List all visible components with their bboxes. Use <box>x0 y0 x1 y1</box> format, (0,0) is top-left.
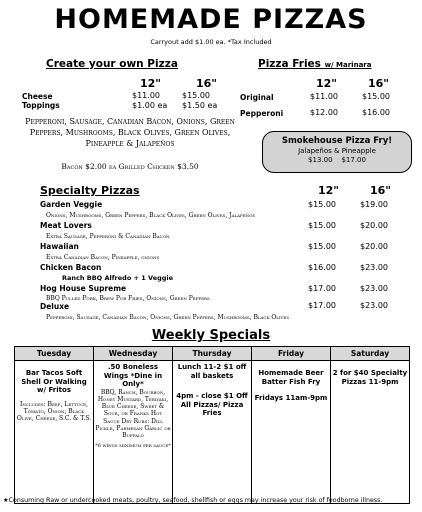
day-tuesday: Tuesday <box>15 347 94 361</box>
specialty-desc: Extra Canadian Bacon, Pineapple, onions <box>46 254 160 261</box>
specialty-12: $17.00 <box>308 301 336 310</box>
fries-heading-text: Pizza Fries <box>258 58 321 70</box>
fries-heading <box>258 58 371 70</box>
saturday-cell <box>331 361 410 504</box>
create-size-16: 16" <box>196 77 218 90</box>
cheese-label: Cheese <box>22 92 53 101</box>
specialty-heading: Specialty Pizzas <box>40 184 140 197</box>
smokehouse-16: $17.00 <box>341 156 366 164</box>
smokehouse-sub: Jalapeños & Pineapple <box>298 147 376 155</box>
specialty-name: Garden Veggie <box>40 200 103 209</box>
wednesday-special: .50 Boneless Wings *Dine in Only* <box>103 363 163 388</box>
specialty-16: $20.00 <box>360 242 388 251</box>
friday-cell <box>252 361 331 504</box>
specialty-desc: Ranch BBQ Alfredo + 1 Veggie <box>62 274 174 282</box>
cheese-12: $11.00 <box>132 91 160 100</box>
specialty-12: $16.00 <box>308 263 336 272</box>
fries-pepperoni-16: $16.00 <box>362 108 390 117</box>
toppings-list: Pepperoni, Sausage, Canadian Bacon, Onions, Green Peppers, Mushrooms, Black Olives, Green Olives, Pineapple & Jalapeños <box>25 117 235 148</box>
toppings-16: $1.50 ea <box>182 101 218 110</box>
friday-hours: Fridays 11am-9pm <box>254 394 328 402</box>
specialty-16: $20.00 <box>360 221 388 230</box>
specialty-desc: Onions, Mushrooms, Green Peppers, Black Olives, Green Olives, Jalapeños <box>46 212 256 219</box>
tuesday-cell <box>15 361 94 504</box>
specialty-name: Chicken Bacon <box>40 263 102 272</box>
specialty-12: $17.00 <box>308 284 336 293</box>
create-heading: Create your own Pizza <box>46 58 178 70</box>
specialty-12: $15.00 <box>308 242 336 251</box>
specialty-16: $23.00 <box>360 284 388 293</box>
specialty-desc: Pepperoni, Sausage, Canadian Bacon, Onions, Green Peppers, Mushrooms, Black Olives <box>46 314 290 321</box>
specialty-desc: Extra Sausage, Pepperoni & Canadian Bacon <box>46 233 170 240</box>
day-friday: Friday <box>252 347 331 361</box>
wednesday-note: *6 wings minimum per sauce* <box>95 442 171 449</box>
specialty-12: $15.00 <box>308 200 336 209</box>
fries-pepperoni-12: $12.00 <box>310 108 338 117</box>
specialty-size-12: 12" <box>318 184 340 197</box>
day-saturday: Saturday <box>331 347 410 361</box>
saturday-special: 2 for $40 Specialty Pizzas 11-9pm <box>332 369 408 386</box>
friday-fish-fry: Homemade Beer Batter Fish Fry <box>258 369 324 386</box>
extras-text: Bacon $2.00 ea Grilled Chicken $3.50 <box>61 162 199 171</box>
fries-original-label: Original <box>240 93 274 102</box>
toppings-12: $1.00 ea <box>132 101 168 110</box>
day-wednesday: Wednesday <box>94 347 173 361</box>
smokehouse-12: $13.00 <box>308 156 333 164</box>
create-size-12: 12" <box>140 77 162 90</box>
specialty-size-16: 16" <box>370 184 392 197</box>
fries-heading-suffix: w/ Marinara <box>324 61 372 69</box>
wednesday-cell <box>94 361 173 504</box>
fries-size-16: 16" <box>368 77 390 90</box>
cheese-16: $15.00 <box>182 91 210 100</box>
tuesday-includes: Includes: Beef, Lettuce, Tomato, Onion, Black Olive, Cheese, S.C. & T.S. <box>16 400 92 423</box>
specialty-16: $23.00 <box>360 301 388 310</box>
specialty-name: Hawaiian <box>40 242 79 251</box>
smokehouse-title: Smokehouse Pizza Fry! <box>281 136 393 146</box>
smokehouse-box <box>262 131 412 173</box>
specialty-16: $19.00 <box>360 200 388 209</box>
fries-pepperoni-label: Pepperoni <box>240 109 284 118</box>
tuesday-special: Bar Tacos Soft Shell Or Walking w/ Fritos <box>21 369 87 394</box>
wednesday-sauces: BBQ, Ranch, Bourbon, Honey Mustard, Teriyaki, Blue Cheese, Sweet & Sour, or Franks Hot Sauce Dry Rubs: Dill Pickle, Parmesan Garlic or Buffalo <box>95 388 171 440</box>
specialty-12: $15.00 <box>308 221 336 230</box>
thursday-lunch: Lunch 11-2 $1 off all baskets <box>177 363 247 380</box>
specialty-name: Meat Lovers <box>40 221 92 230</box>
smokehouse-prices <box>263 156 411 164</box>
toppings-label: Toppings <box>22 101 60 110</box>
specialty-desc: BBQ Pulled Pork, Brew Pub Fries, Onions, Green Peppers <box>46 295 210 302</box>
specialty-16: $23.00 <box>360 263 388 272</box>
day-thursday: Thursday <box>173 347 252 361</box>
specialty-name: Deluxe <box>40 302 70 311</box>
specialty-name: Hog House Supreme <box>40 284 127 293</box>
thursday-evening: 4pm - close $1 Off All Pizzas/ Pizza Fries <box>176 392 248 417</box>
footer-disclaimer: ★Consuming Raw or undercooked meats, poultry, seafood, shellfish or eggs may increase your risk of foodborne illness. <box>3 497 383 504</box>
page-title: HOMEMADE PIZZAS <box>54 4 368 35</box>
thursday-cell <box>173 361 252 504</box>
weekly-heading: Weekly Specials <box>151 328 271 343</box>
fries-size-12: 12" <box>316 77 338 90</box>
weekly-table <box>14 346 410 504</box>
fries-original-12: $11.00 <box>310 92 338 101</box>
fries-original-16: $15.00 <box>362 92 390 101</box>
carryout-note: Carryout add $1.00 ea. *Tax Included <box>150 38 272 46</box>
